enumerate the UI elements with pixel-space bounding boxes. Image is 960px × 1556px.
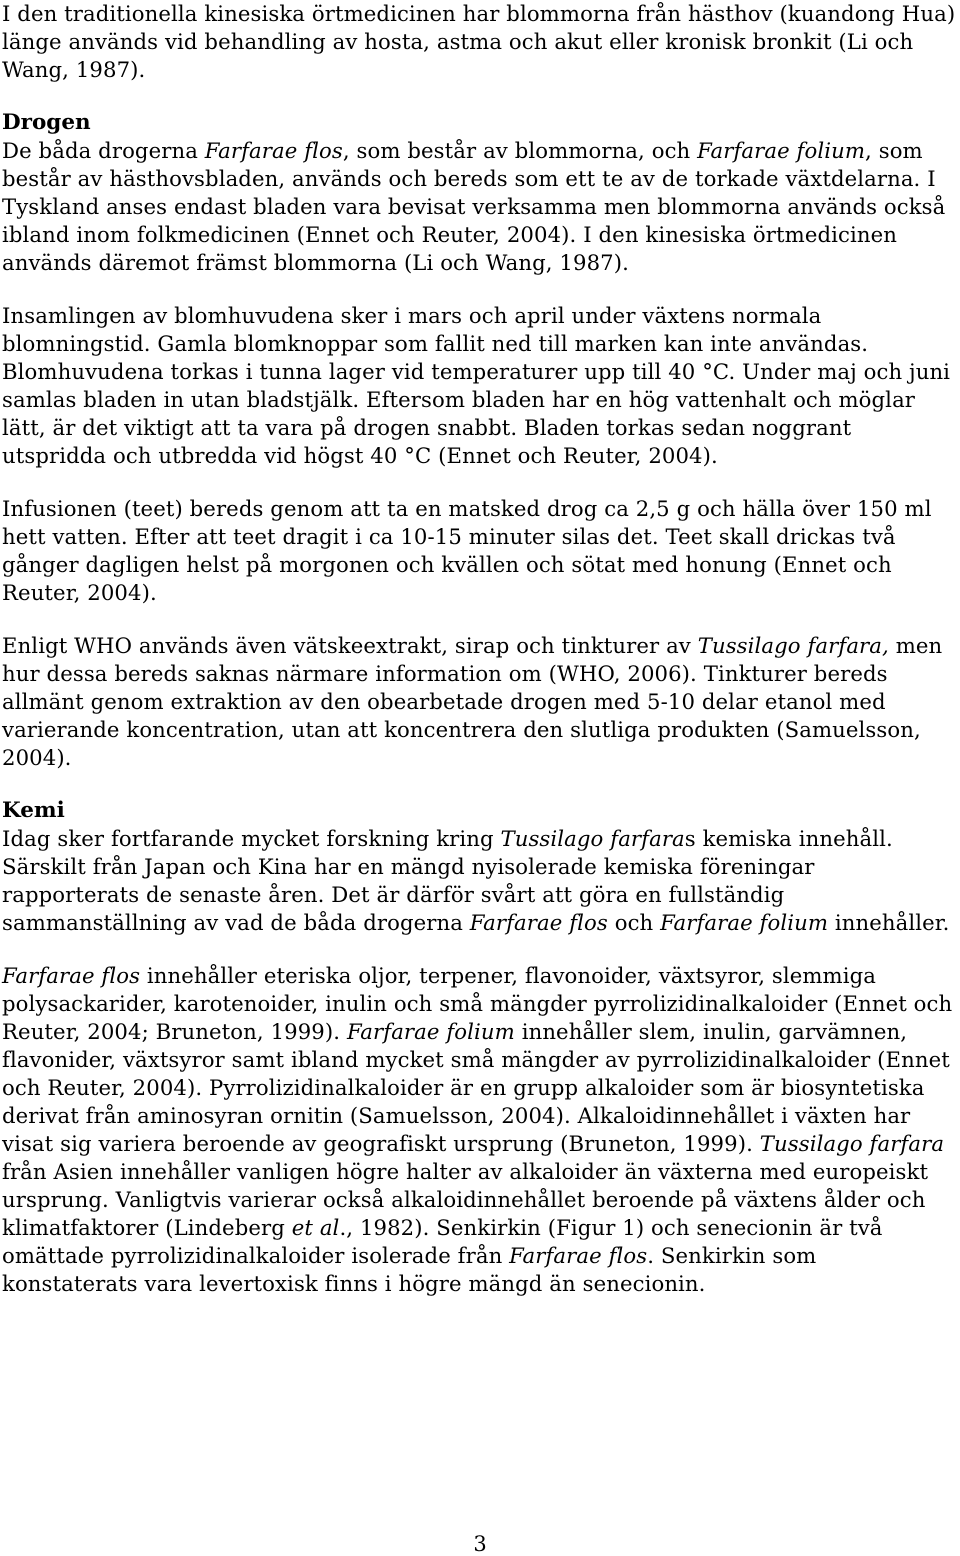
document-page (2, 0, 958, 1298)
intro-paragraph: I den traditionella kinesiska örtmedicinen har blommorna från hästhov (kuandong Hua) länge används vid behandling av hosta, astma och akut eller kronisk bronkit (Li och Wang, 1987). (2, 1, 956, 82)
drogen-paragraph-2: Insamlingen av blomhuvudena sker i mars och april under växtens normala blomningstid. Gamla blomknoppar som fallit ned till marken kan inte användas. Blomhuvudena torkas i tunna lager vid temperaturer upp till 40 °C. Under maj och juni samlas bladen in utan bladstjälk. Eftersom bladen har en hög vattenhalt och möglar lätt, är det viktigt att ta vara på drogen snabbt. Bladen torkas sedan noggrant utspridda och utbredda vid högst 40 °C (Ennet och Reuter, 2004). (2, 303, 951, 468)
drogen-paragraph-1: De båda drogerna Farfarae flos, som består av blommorna, och Farfarae folium, som består av hästhovsbladen, används och bereds som ett te av de torkade växtdelarna. I Tyskland anses endast bladen vara bevisat verksamma men blommorna används också ibland inom folkmedicinen (Ennet och Reuter, 2004). I den kinesiska örtmedicinen används däremot främst blommorna (Li och Wang, 1987). (2, 138, 946, 275)
drug-name: Farfarae flos (204, 138, 343, 163)
section-heading-kemi: Kemi (2, 798, 65, 823)
page-number: 3 (473, 1532, 487, 1556)
drug-name: Farfarae folium (697, 138, 866, 163)
kemi-paragraph-1: Idag sker fortfarande mycket forskning kring Tussilago farfaras kemiska innehåll. Särskilt från Japan och Kina har en mängd nyisolerade kemiska föreningar rapporterats de senaste åren. Det är därför svårt att göra en fullständig sammanställning av vad de båda drogerna Farfarae flos och Farfarae folium innehåller. (2, 826, 950, 935)
species-name: Tussilago farfara (500, 826, 685, 851)
drug-name: Farfarae flos (2, 963, 141, 988)
drug-name: Farfarae flos (509, 1243, 648, 1268)
drug-name: Farfarae folium (660, 910, 829, 935)
drogen-paragraph-3: Infusionen (teet) bereds genom att ta en matsked drog ca 2,5 g och hälla över 150 ml hett vatten. Efter att teet dragit i ca 10-15 minuter silas det. Teet skall drickas två gånger dagligen helst på morgonen och kvällen och sötat med honung (Ennet och Reuter, 2004). (2, 496, 932, 605)
drug-name: Farfarae flos (469, 910, 608, 935)
kemi-paragraph-2: Farfarae flos innehåller eteriska oljor, terpener, flavonoider, växtsyror, slemmiga polysackarider, karotenoider, inulin och små mängder pyrrolizidinalkaloider (Ennet och Reuter, 2004; Bruneton, 1999). Farfarae folium innehåller slem, inulin, garvämnen, flavonider, växtsyror samt ibland mycket små mängder av pyrrolizidinalkaloider (Ennet och Reuter, 2004). Pyrrolizidinalkaloider är en grupp alkaloider som är biosyntetiska derivat från aminosyran ornitin (Samuelsson, 2004). Alkaloidinnehållet i växten har visat sig variera beroende av geografiskt ursprung (Bruneton, 1999). Tussilago farfara från Asien innehåller vanligen högre halter av alkaloider än växterna med europeiskt ursprung. Vanligtvis varierar också alkaloidinnehållet beroende på växtens ålder och klimatfaktorer (Lindeberg et al., 1982). Senkirkin (Figur 1) och senecionin är två omättade pyrrolizidinalkaloider isolerade från Farfarae flos. Senkirkin som konstaterats vara levertoxisk finns i högre mängd än senecionin. (2, 963, 953, 1296)
drug-name: Farfarae folium (346, 1019, 515, 1044)
species-name: Tussilago farfara (759, 1131, 945, 1156)
latin-abbreviation: et al (291, 1215, 340, 1240)
species-name: Tussilago farfara, (697, 633, 889, 658)
section-heading-drogen: Drogen (2, 110, 91, 135)
drogen-paragraph-4: Enligt WHO används även vätskeextrakt, sirap och tinkturer av Tussilago farfara, men hur dessa bereds saknas närmare information om (WHO, 2006). Tinkturer bereds allmänt genom extraktion av den obearbetade drogen med 5-10 delar etanol med varierande koncentration, utan att koncentrera den slutliga produkten (Samuelsson, 2004). (2, 633, 943, 770)
